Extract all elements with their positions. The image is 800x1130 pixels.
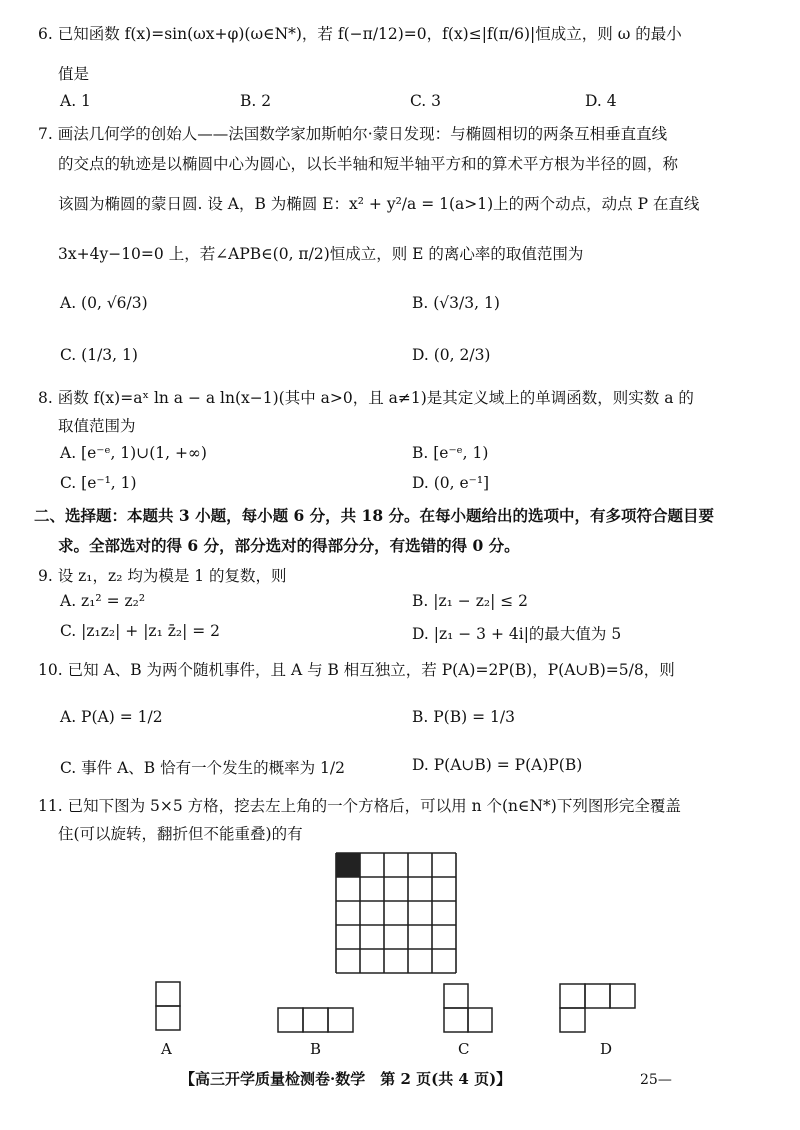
q7-line3: 该圆为椭圆的蒙日圆. 设 A，B 为椭圆 E：x² + y²/a = 1(a>1)上的两个动点，动点 P 在直线: [58, 195, 700, 213]
q8-line1: 8. 函数 f(x)=aˣ ln a − a ln(x−1)(其中 a>0，且 a≠1)是其定义域上的单调函数，则实数 a 的: [38, 389, 694, 407]
shape-a-figure: [154, 980, 184, 1032]
q7-option-a: A. (0, √6/3): [60, 294, 148, 312]
q7-line1: 7. 画法几何学的创始人——法国数学家加斯帕尔·蒙日发现：与椭圆相切的两条互相垂直直线: [38, 125, 668, 143]
footer-title: 【高三开学质量检测卷·数学 第 2 页(共 4 页)】: [180, 1070, 512, 1088]
shape-d-figure: [558, 982, 638, 1034]
q10-option-c: C. 事件 A、B 恰有一个发生的概率为 1/2: [60, 759, 345, 777]
q11-line1: 11. 已知下图为 5×5 方格，挖去左上角的一个方格后，可以用 n 个(n∈N*)下列图形完全覆盖: [38, 797, 681, 815]
shape-d-label: D: [600, 1040, 613, 1058]
shape-b-label: B: [310, 1040, 322, 1058]
section2-line2: 求。全部选对的得 6 分，部分选对的得部分分，有选错的得 0 分。: [58, 536, 520, 555]
q10-option-b: B. P(B) = 1/3: [412, 708, 515, 726]
shape-c-figure: [442, 982, 496, 1034]
shape-c-label: C: [458, 1040, 470, 1058]
q6-stem-line1: 6. 已知函数 f(x)=sin(ωx+φ)(ω∈N*)，若 f(−π/12)=0，f(x)≤|f(π/6)|恒成立，则 ω 的最小: [38, 25, 682, 43]
footer-page-code: 25—: [640, 1072, 672, 1088]
grid-5x5-figure: [330, 850, 462, 976]
q8-option-d: D. (0, e⁻¹]: [412, 474, 490, 492]
removed-corner-cell: [336, 853, 360, 877]
q7-option-d: D. (0, 2/3): [412, 346, 491, 364]
q6-stem-line2: 值是: [58, 65, 90, 83]
shape-a-label: A: [161, 1040, 172, 1058]
q10-option-d: D. P(A∪B) = P(A)P(B): [412, 756, 583, 774]
q8-option-b: B. [e⁻ᵉ, 1): [412, 444, 489, 462]
q9-stem: 9. 设 z₁，z₂ 均为模是 1 的复数，则: [38, 567, 287, 585]
shape-b-figure: [276, 1006, 356, 1034]
q7-option-b: B. (√3/3, 1): [412, 294, 500, 312]
q8-option-a: A. [e⁻ᵉ, 1)∪(1, +∞): [60, 444, 207, 462]
q11-line2: 住(可以旋转，翻折但不能重叠)的有: [58, 825, 303, 843]
q6-option-d: D. 4: [585, 92, 617, 110]
q10-option-a: A. P(A) = 1/2: [60, 708, 163, 726]
q9-option-b: B. |z₁ − z₂| ≤ 2: [412, 592, 528, 610]
q6-option-b: B. 2: [240, 92, 272, 110]
section2-line1: 二、选择题：本题共 3 小题，每小题 6 分，共 18 分。在每小题给出的选项中，有多项符合题目要: [34, 506, 715, 525]
q7-line4: 3x+4y−10=0 上，若∠APB∈(0, π/2)恒成立，则 E 的离心率的取值范围为: [58, 245, 584, 263]
q7-option-c: C. (1/3, 1): [60, 346, 138, 364]
q6-option-c: C. 3: [410, 92, 442, 110]
q9-option-d: D. |z₁ − 3 + 4i|的最大值为 5: [412, 625, 622, 643]
q8-line2: 取值范围为: [58, 417, 136, 435]
q9-option-c: C. |z₁z₂| + |z₁ z̄₂| = 2: [60, 622, 221, 640]
q9-option-a: A. z₁² = z₂²: [60, 592, 146, 610]
q7-line2: 的交点的轨迹是以椭圆中心为圆心，以长半轴和短半轴平方和的算术平方根为半径的圆，称: [58, 155, 679, 173]
q10-stem: 10. 已知 A、B 为两个随机事件，且 A 与 B 相互独立，若 P(A)=2P(B)，P(A∪B)=5/8，则: [38, 661, 675, 679]
q8-option-c: C. [e⁻¹, 1): [60, 474, 137, 492]
q6-option-a: A. 1: [60, 92, 91, 110]
